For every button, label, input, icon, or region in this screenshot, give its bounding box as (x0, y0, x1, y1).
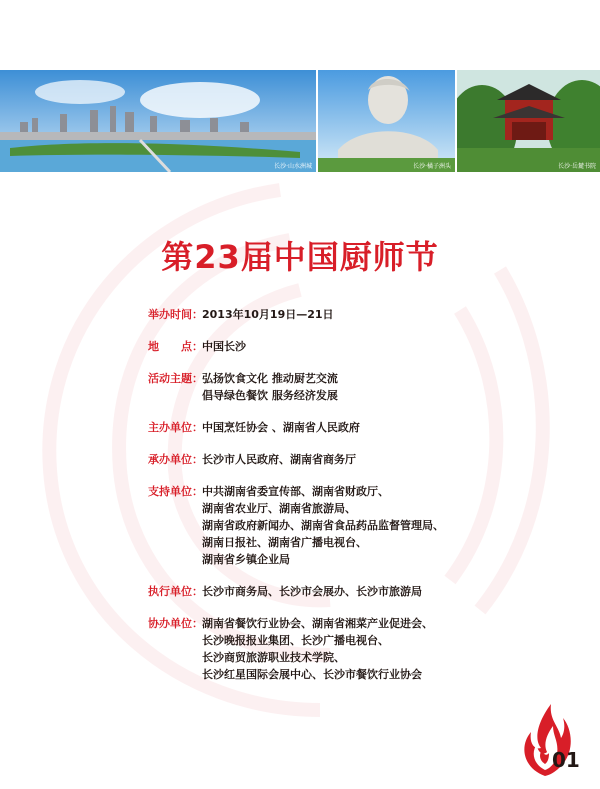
info-line: 湖南省乡镇企业局 (202, 553, 290, 566)
photo-academy (457, 70, 600, 172)
info-value (202, 615, 433, 683)
photo-caption: 长沙·山水洲城 (274, 163, 312, 170)
page-number: 01 (552, 748, 580, 772)
event-info-list (148, 306, 568, 698)
info-colon: ： (192, 617, 203, 630)
info-colon: ： (192, 585, 203, 598)
info-label: 支持单位 (148, 485, 192, 498)
info-value (202, 338, 246, 355)
info-colon: ： (192, 453, 203, 466)
info-row-executor (148, 583, 568, 600)
info-line: 湖南日报社、湖南省广播电视台、 (202, 536, 367, 549)
info-colon: ： (192, 308, 203, 321)
info-line: 弘扬饮食文化 推动厨艺交流 (202, 372, 338, 385)
info-line: 中国长沙 (202, 340, 246, 353)
info-row-theme (148, 370, 568, 404)
info-colon: ： (192, 340, 203, 353)
info-line: 2013年10月19日—21日 (202, 308, 334, 321)
info-label: 活动主题 (148, 372, 192, 385)
info-line: 湖南省政府新闻办、湖南省食品药品监督管理局、 (202, 519, 444, 532)
info-label: 执行单位 (148, 585, 192, 598)
info-row-organizer (148, 451, 568, 468)
photo-statue (318, 70, 455, 172)
info-label: 主办单位 (148, 421, 192, 434)
photo-city-skyline (0, 70, 316, 172)
info-row-host (148, 419, 568, 436)
info-colon: ： (192, 372, 203, 385)
info-label: 地 点 (148, 340, 192, 353)
info-line: 长沙红星国际会展中心、长沙市餐饮行业协会 (202, 668, 422, 681)
info-line: 湖南省餐饮行业协会、湖南省湘菜产业促进会、 (202, 617, 433, 630)
info-line: 长沙市商务局、长沙市会展办、长沙市旅游局 (202, 585, 422, 598)
info-value (202, 583, 422, 600)
photo-caption: 长沙·橘子洲头 (413, 163, 451, 170)
info-line: 长沙商贸旅游职业技术学院、 (202, 651, 345, 664)
info-line: 中共湖南省委宣传部、湖南省财政厅、 (202, 485, 389, 498)
info-colon: ： (192, 485, 203, 498)
info-label: 承办单位 (148, 453, 192, 466)
info-row-time (148, 306, 568, 323)
photo-strip (0, 70, 600, 172)
photo-caption: 长沙·岳麓书院 (558, 163, 596, 170)
info-row-place (148, 338, 568, 355)
info-colon: ： (192, 421, 203, 434)
info-value (202, 483, 444, 568)
info-value (202, 370, 338, 404)
info-value (202, 451, 356, 468)
info-line: 倡导绿色餐饮 服务经济发展 (202, 389, 338, 402)
info-label: 举办时间 (148, 308, 192, 321)
page-title: 第23届中国厨师节 (161, 238, 439, 276)
info-line: 湖南省农业厅、湖南省旅游局、 (202, 502, 356, 515)
info-line: 长沙晚报报业集团、长沙广播电视台、 (202, 634, 389, 647)
info-label: 协办单位 (148, 617, 192, 630)
info-line: 中国烹饪协会 、湖南省人民政府 (202, 421, 360, 434)
info-value (202, 306, 334, 323)
info-row-support (148, 483, 568, 568)
info-value (202, 419, 360, 436)
info-row-co-organizer (148, 615, 568, 683)
info-line: 长沙市人民政府、湖南省商务厅 (202, 453, 356, 466)
